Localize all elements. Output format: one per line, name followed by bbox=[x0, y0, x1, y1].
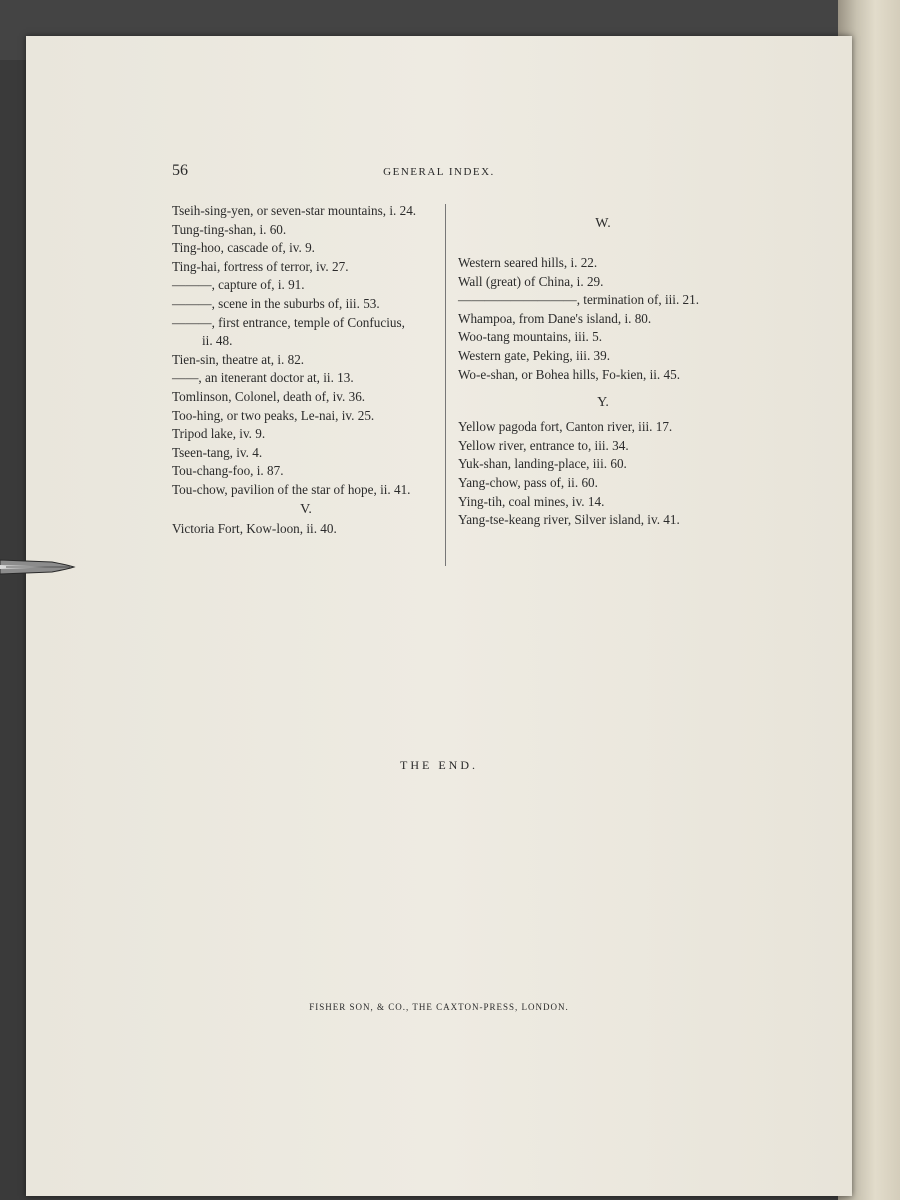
index-entry: Yellow pagoda fort, Canton river, iii. 17. bbox=[458, 419, 673, 435]
index-entry: Western gate, Peking, iii. 39. bbox=[458, 347, 611, 363]
index-entry: Yang-tse-keang river, Silver island, iv. 41. bbox=[458, 512, 680, 528]
index-entry: Victoria Fort, Kow-loon, ii. 40. bbox=[172, 520, 337, 536]
index-entry: Yellow river, entrance to, iii. 34. bbox=[458, 437, 629, 453]
index-entry: Western seared hills, i. 22. bbox=[458, 255, 598, 270]
index-entry: ——, an itenerant doctor at, ii. 13. bbox=[172, 370, 354, 386]
index-entry: Tseen-tang, iv. 4. bbox=[172, 444, 263, 460]
index-entry: Wo-e-shan, or Bohea hills, Fo-kien, ii. 45. bbox=[458, 366, 680, 382]
index-entry: Tung-ting-shan, i. 60. bbox=[172, 221, 287, 237]
index-entry: Too-hing, or two peaks, Le-nai, iv. 25. bbox=[172, 407, 375, 423]
index-column-right bbox=[458, 214, 748, 530]
index-entry: Wall (great) of China, i. 29. bbox=[458, 273, 604, 289]
index-entry: ———, scene in the suburbs of, iii. 53. bbox=[172, 295, 380, 311]
section-letter-v: V. bbox=[300, 501, 312, 517]
index-entry: Ying-tih, coal mines, iv. 14. bbox=[458, 493, 605, 509]
index-entry: Tien-sin, theatre at, i. 82. bbox=[172, 351, 305, 367]
index-entry: Whampoa, from Dane's island, i. 80. bbox=[458, 310, 652, 326]
index-entry: Ting-hai, fortress of terror, iv. 27. bbox=[172, 258, 349, 274]
index-entry: Yang-chow, pass of, ii. 60. bbox=[458, 474, 598, 490]
index-entry: Woo-tang mountains, iii. 5. bbox=[458, 329, 602, 345]
pen-nib-icon bbox=[0, 556, 76, 578]
book-page bbox=[26, 36, 852, 1196]
index-entry: Tou-chow, pavilion of the star of hope, ii. 41. bbox=[172, 481, 411, 497]
index-column-left bbox=[172, 202, 440, 538]
index-entry: ———, capture of, i. 91. bbox=[172, 277, 305, 293]
index-entry: Tripod lake, iv. 9. bbox=[172, 426, 266, 442]
index-entry: ii. 48. bbox=[202, 333, 233, 349]
index-entry: Tomlinson, Colonel, death of, iv. 36. bbox=[172, 388, 366, 404]
section-letter-y: Y. bbox=[597, 395, 609, 411]
the-end-text: THE END. bbox=[400, 758, 478, 772]
running-title: GENERAL INDEX. bbox=[383, 166, 495, 178]
section-letter-w: W. bbox=[595, 216, 611, 231]
page-number: 56 bbox=[172, 162, 188, 179]
index-entry: Tseih-sing-yen, or seven-star mountains, i. 24. bbox=[172, 203, 417, 218]
index-entry: Yuk-shan, landing-place, iii. 60. bbox=[458, 456, 627, 472]
printer-imprint: FISHER SON, & CO., THE CAXTON-PRESS, LONDON. bbox=[309, 1002, 569, 1012]
column-divider bbox=[445, 204, 446, 566]
index-entry: Tou-chang-foo, i. 87. bbox=[172, 463, 284, 479]
index-entry: ———, first entrance, temple of Confucius, bbox=[172, 314, 405, 330]
index-entry: —————————, termination of, iii. 21. bbox=[458, 292, 700, 308]
index-entry: Ting-hoo, cascade of, iv. 9. bbox=[172, 240, 315, 256]
